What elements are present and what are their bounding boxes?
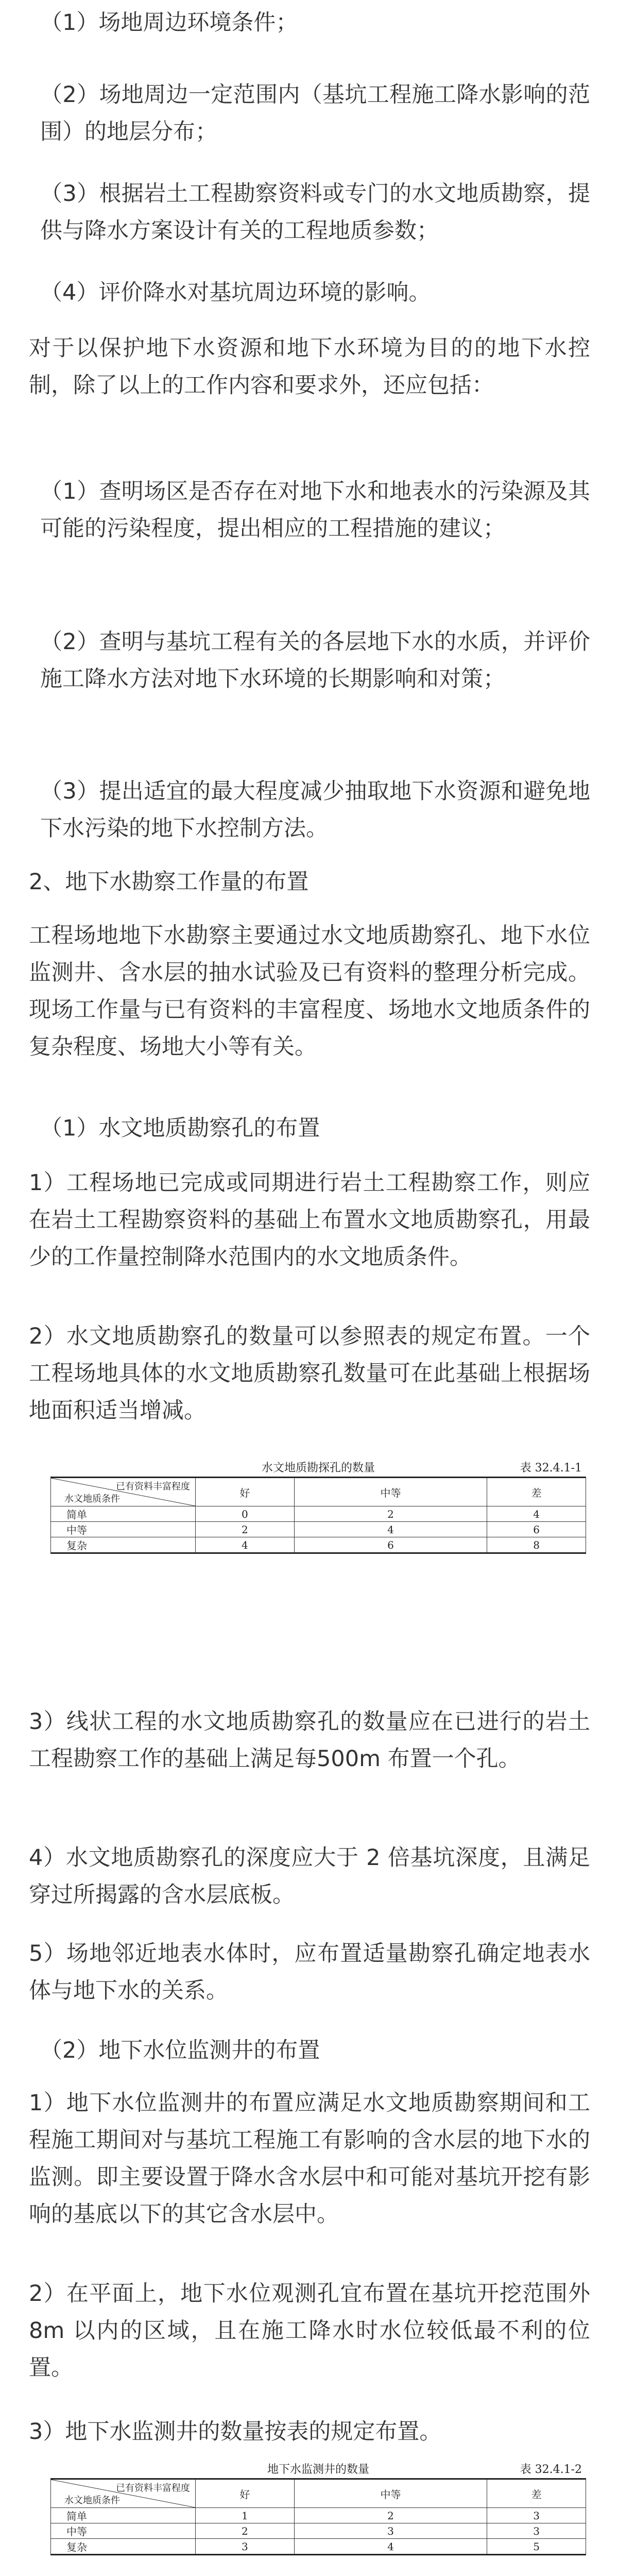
table-cell: 8: [487, 1537, 586, 1553]
paragraph: （2）查明与基坑工程有关的各层地下水的水质，并评价施工降水方法对地下水环境的长期影响和对策；: [40, 629, 590, 692]
table-cell: 1: [196, 2508, 295, 2523]
paragraph: 5）场地邻近地表水体时，应布置适量勘察孔确定地表水体与地下水的关系。: [29, 1941, 590, 2004]
paragraph: 1）地下水位监测井的布置应满足水文地质勘察期间和工程施工期间对与基坑工程施工有影响的含水层的地下水的监测。即主要设置于降水含水层中和可能对基坑开挖有影响的基底以下的其它含水层中。: [29, 2090, 590, 2227]
table-cell: 4: [294, 1522, 487, 1537]
table-cell: 4: [294, 2539, 487, 2555]
column-header: 差: [487, 2479, 586, 2508]
table-row: [51, 2539, 586, 2555]
paragraph: （1）水文地质勘察孔的布置: [40, 1115, 320, 1141]
column-header: 好: [196, 2479, 295, 2508]
paragraph: 4）水文地质勘察孔的深度应大于 2 倍基坑深度，且满足穿过所揭露的含水层底板。: [29, 1845, 590, 1908]
data-table: [50, 1456, 586, 1554]
table-cell: 6: [487, 1522, 586, 1537]
paragraph: （3）根据岩土工程勘察资料或专门的水文地质勘察，提供与降水方案设计有关的工程地质参数；: [40, 181, 590, 244]
paragraph: 1）工程场地已完成或同期进行岩土工程勘察工作，则应在岩土工程勘察资料的基础上布置水文地质勘察孔，用最少的工作量控制降水范围内的水文地质条件。: [29, 1170, 590, 1270]
table-row: [51, 1537, 586, 1553]
corner-label-bottom: 水文地质条件: [64, 1494, 120, 1504]
paragraph: 对于以保护地下水资源和地下水环境为目的的地下水控制，除了以上的工作内容和要求外，还应包括：: [29, 335, 590, 398]
table-row: [51, 2508, 586, 2523]
table-cell: 3: [294, 2523, 487, 2539]
table-title: 水文地质勘探孔的数量: [261, 1462, 375, 1475]
table-corner-cell: [51, 1478, 196, 1506]
paragraph: （3）提出适宜的最大程度减少抽取地下水资源和避免地下水污染的地下水控制方法。: [40, 778, 590, 841]
table-corner-cell: [51, 2479, 196, 2508]
row-header: 中等: [51, 2523, 196, 2539]
paragraph: 工程场地地下水勘察主要通过水文地质勘察孔、地下水位监测井、含水层的抽水试验及已有资料的整理分析完成。现场工作量与已有资料的丰富程度、场地水文地质条件的复杂程度、场地大小等有关。: [29, 923, 590, 1060]
paragraph: （4）评价降水对基坑周边环境的影响。: [40, 280, 431, 306]
table-cell: 0: [196, 1506, 295, 1522]
table-cell: 6: [294, 1537, 487, 1553]
row-header: 中等: [51, 1522, 196, 1537]
table-cell: 2: [196, 1522, 295, 1537]
paragraph: （2）地下水位监测井的布置: [40, 2038, 320, 2063]
column-header: 中等: [294, 1478, 487, 1506]
paragraph: 3）线状工程的水文地质勘察孔的数量应在已进行的岩土工程勘察工作的基础上满足每500m 布置一个孔。: [29, 1709, 590, 1772]
column-header: 好: [196, 1478, 295, 1506]
column-header: 中等: [294, 2479, 487, 2508]
table-cell: 4: [196, 1537, 295, 1553]
paragraph: 2）在平面上，地下水位观测孔宜布置在基坑开挖范围外 8m 以内的区域，且在施工降水时水位较低最不利的位置。: [29, 2281, 590, 2381]
table-title: 地下水监测井的数量: [267, 2463, 369, 2476]
table-row: [51, 1522, 586, 1537]
row-header: 复杂: [51, 2539, 196, 2555]
table-cell: 4: [487, 1506, 586, 1522]
corner-label-top: 已有资料丰富程度: [116, 2483, 190, 2494]
table-number: 表 32.4.1-1: [520, 1462, 582, 1475]
column-header: 差: [487, 1478, 586, 1506]
table-row: [51, 1506, 586, 1522]
corner-label-bottom: 水文地质条件: [64, 2495, 120, 2506]
table-cell: 3: [196, 2539, 295, 2555]
paragraph: （1）场地周边环境条件；: [40, 10, 298, 36]
table-cell: 2: [294, 1506, 487, 1522]
row-header: 简单: [51, 1506, 196, 1522]
table-cell: 3: [487, 2523, 586, 2539]
row-header: 复杂: [51, 1537, 196, 1553]
row-header: 简单: [51, 2508, 196, 2523]
paragraph: 2）水文地质勘察孔的数量可以参照表的规定布置。一个工程场地具体的水文地质勘察孔数量可在此基础上根据场地面积适当增减。: [29, 1324, 590, 1423]
table-cell: 2: [294, 2508, 487, 2523]
data-table: [50, 2458, 586, 2555]
corner-label-top: 已有资料丰富程度: [116, 1481, 190, 1492]
table-cell: 3: [487, 2508, 586, 2523]
paragraph: 2、地下水勘察工作量的布置: [29, 869, 309, 895]
paragraph: （1）查明场区是否存在对地下水和地表水的污染源及其可能的污染程度，提出相应的工程措施的建议；: [40, 479, 590, 541]
paragraph: （2）场地周边一定范围内（基坑工程施工降水影响的范围）的地层分布；: [40, 82, 590, 145]
table-cell: 2: [196, 2523, 295, 2539]
paragraph: 3）地下水监测井的数量按表的规定布置。: [29, 2419, 442, 2445]
table-cell: 5: [487, 2539, 586, 2555]
table-number: 表 32.4.1-2: [520, 2463, 582, 2476]
table-row: [51, 2523, 586, 2539]
